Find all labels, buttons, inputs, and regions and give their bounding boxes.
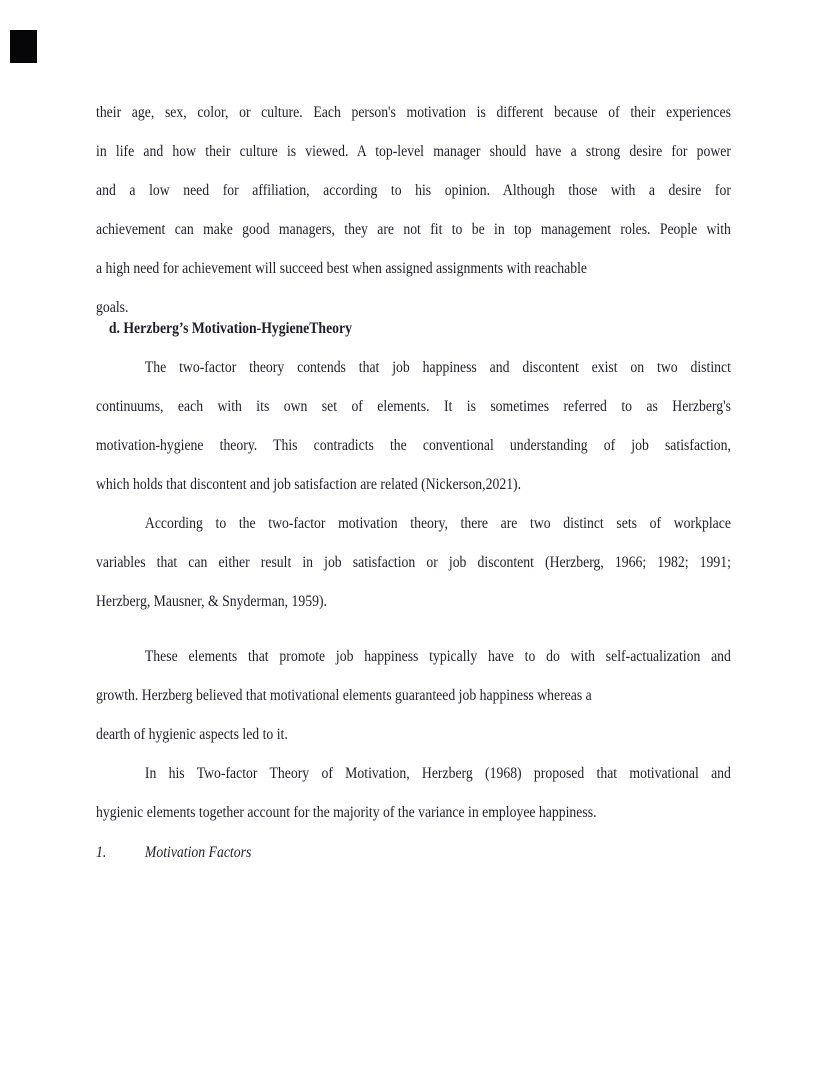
text-line: achievement can make good managers, they are not fit to be in top management roles. People with: [96, 221, 731, 238]
list-item-label: Motivation Factors: [144, 844, 252, 861]
list-item-number: 1.: [96, 844, 107, 861]
text-line: hygienic elements together account for the majority of the variance in employee happiness.: [96, 804, 597, 821]
text-line: According to the two-factor motivation theory, there are two distinct sets of workplace: [144, 515, 731, 532]
text-line: The two-factor theory contends that job happiness and discontent exist on two distinct: [144, 359, 731, 376]
text-line: their age, sex, color, or culture. Each person's motivation is different because of their experiences: [96, 104, 731, 121]
text-line: Herzberg, Mausner, & Snyderman, 1959).: [96, 593, 327, 610]
section-heading: d. Herzberg’s Motivation-HygieneTheory: [108, 320, 352, 337]
text-line: in life and how their culture is viewed. A top-level manager should have a strong desire for power: [96, 143, 731, 160]
text-line: a high need for achievement will succeed best when assigned assignments with reachable: [96, 260, 587, 277]
text-line: variables that can either result in job satisfaction or job discontent (Herzberg, 1966; 1982; 1991;: [96, 554, 731, 571]
scan-artifact: [10, 30, 37, 63]
text-line: goals.: [96, 299, 129, 316]
list-item: [96, 843, 731, 863]
text-line: motivation-hygiene theory. This contradicts the conventional understanding of job satisfaction,: [96, 437, 731, 454]
text-line: continuums, each with its own set of elements. It is sometimes referred to as Herzberg's: [96, 398, 731, 415]
text-line: and a low need for affiliation, according to his opinion. Although those with a desire for: [96, 182, 731, 199]
text-line: growth. Herzberg believed that motivational elements guaranteed job happiness whereas a: [96, 687, 592, 704]
text-line: These elements that promote job happiness typically have to do with self-actualization and: [144, 648, 731, 665]
text-line: which holds that discontent and job satisfaction are related (Nickerson,2021).: [96, 476, 522, 493]
text-line: In his Two-factor Theory of Motivation, Herzberg (1968) proposed that motivational and: [144, 765, 731, 782]
text-line: dearth of hygienic aspects led to it.: [96, 726, 288, 743]
